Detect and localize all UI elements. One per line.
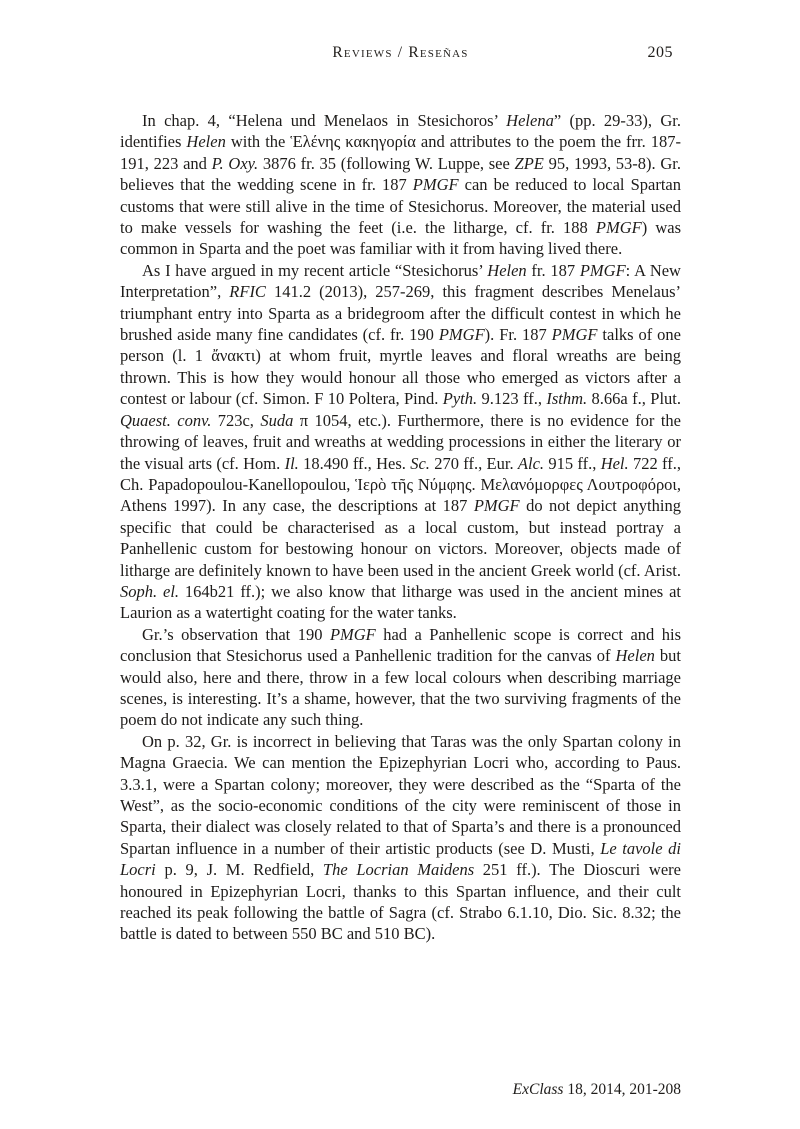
paragraph-1: In chap. 4, “Helena und Menelaos in Stesichoros’ Helena” (pp. 29-33), Gr. identifies Helen with the Ἑλένης κακηγορία and attributes to the poem the frr. 187-191, 223 and P. Oxy. 3876 fr. 35 (following W. Luppe, see ZPE 95, 1993, 53-8). Gr. believes that the wedding scene in fr. 187 PMGF can be reduced to local Spartan customs that were still alive in the time of Stesichorus. Moreover, the material used to make vessels for washing the feet (i.e. the litharge, cf. fr. 188 PMGF) was common in Sparta and the poet was familiar with it from having lived there.	[120, 111, 682, 259]
review-body	[120, 110, 681, 945]
page-header	[120, 44, 681, 66]
paragraph-2: As I have argued in my recent article “Stesichorus’ Helen fr. 187 PMGF: A New Interpretation”, RFIC 141.2 (2013), 257-269, this fragment describes Menelaus’ triumphant entry into Sparta as a bridegroom after the difficult contest in which he brushed aside many fine candidates (cf. fr. 190 PMGF). Fr. 187 PMGF talks of one person (l. 1 ἄνακτι) at whom fruit, myrtle leaves and floral wreaths are being thrown. This is how they would honour all those who emerged as victors after a contest or labour (cf. Simon. F 10 Poltera, Pind. Pyth. 9.123 ff., Isthm. 8.66a f., Plut. Quaest. conv. 723c, Suda π 1054, etc.). Furthermore, there is no evidence for the throwing of leaves, fruit and wreaths at wedding processions in either the literary or the visual arts (cf. Hom. Il. 18.490 ff., Hes. Sc. 270 ff., Eur. Alc. 915 ff., Hel. 722 ff., Ch. Papadopoulou-Kanellopoulou, Ἱερὸ τῆς Νύμφης. Μελανόμορφες Λουτροφόροι, Athens 1997). In any case, the descriptions at 187 PMGF do not depict anything specific that could be characterised as a local custom, but instead portray a Panhellenic custom for bestowing honour on victors. Moreover, objects made of litharge are definitely known to have been used in the ancient Greek world (cf. Arist. Soph. el. 164b21 ff.); we also know that litharge was used in the ancient mines at Laurion as a watertight coating for the water tanks.	[120, 260, 681, 623]
paragraph-3: Gr.’s observation that 190 PMGF had a Panhellenic scope is correct and his conclusion that Stesichorus used a Panhellenic tradition for the canvas of Helen but would also, here and there, throw in a few local colours when describing marriage scenes, is interesting. It’s a shame, however, that the two surviving fragments of the poem do not indicate any such thing.	[120, 624, 681, 730]
journal-footer-citation: ExClass 18, 2014, 201-208	[512, 1081, 681, 1098]
running-title: Reviews / Reseñas	[332, 44, 469, 61]
page-number: 205	[647, 44, 673, 61]
paragraph-4: On p. 32, Gr. is incorrect in believing that Taras was the only Spartan colony in Magna Graecia. We can mention the Epizephyrian Locri who, according to Paus. 3.3.1, were a Spartan colony; moreover, they were described as the “Sparta of the West”, as the socio-economic conditions of the city were reminiscent of those in Sparta, their dialect was closely related to that of Sparta’s and there is a pronounced Spartan influence in a number of their artistic products (see D. Musti, Le tavole di Locri p. 9, J. M. Redfield, The Locrian Maidens 251 ff.). The Dioscuri were honoured in Epizephyrian Locri, thanks to this Spartan influence, and their cult reached its peak following the battle of Sagra (cf. Strabo 6.1.10, Dio. Sic. 8.32; the battle is dated to between 550 BC and 510 BC).	[120, 731, 681, 944]
